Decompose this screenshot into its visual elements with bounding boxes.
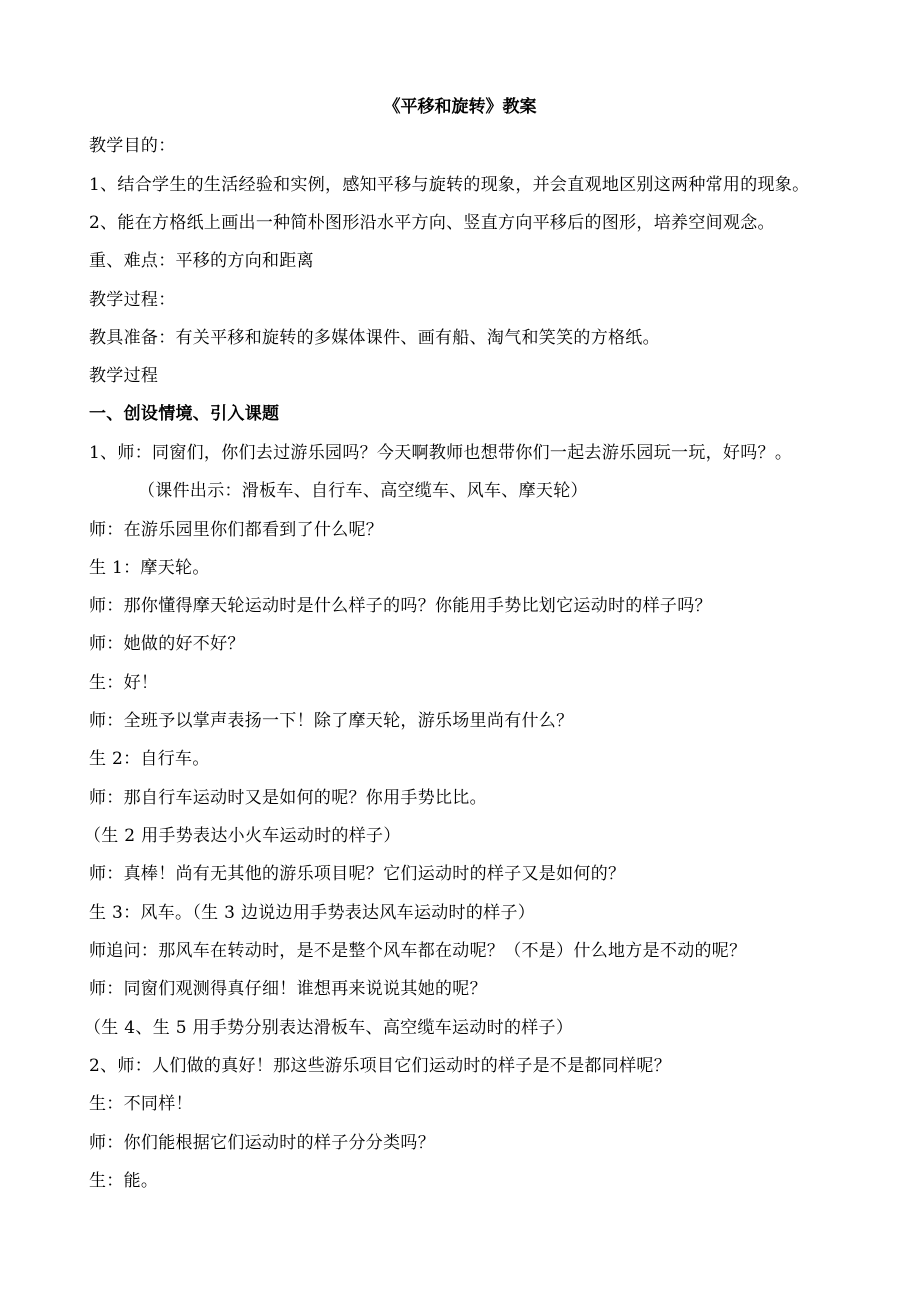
dialogue-line: 师：她做的好不好？ [89, 634, 245, 654]
dialogue-line: 师：真棒！尚有无其他的游乐项目呢？它们运动时的样子又是如何的？ [89, 864, 626, 884]
dialogue-line: 师追问：那风车在转动时，是不是整个风车都在动呢？（不是）什么地方是不动的呢？ [89, 941, 747, 961]
dialogue-line: 生：好！ [89, 673, 159, 693]
dialogue-line: 师：在游乐园里你们都看到了什么呢？ [89, 520, 384, 540]
teaching-aids: 教具准备：有关平移和旋转的多媒体课件、画有船、淘气和笑笑的方格纸。 [89, 328, 660, 348]
stage-note: （生 2 用手势表达小火车运动时的样子） [84, 826, 401, 846]
dialogue-line: 生：不同样！ [89, 1094, 193, 1114]
objective-2: 2、能在方格纸上画出一种简朴图形沿水平方向、竖直方向平移后的图形，培养空间观念。 [89, 213, 775, 233]
section-heading-objectives: 教学目的： [89, 136, 176, 156]
document-title: 《平移和旋转》教案 [383, 97, 537, 117]
courseware-note: （课件出示：滑板车、自行车、高空缆车、风车、摩天轮） [138, 481, 588, 501]
dialogue-line: 1、师：同窗们，你们去过游乐园吗？今天啊教师也想带你们一起去游乐园玩一玩，好吗？。 [89, 443, 793, 463]
dialogue-line: 师：你们能根据它们运动时的样子分分类吗？ [89, 1133, 435, 1153]
dialogue-line: 师：那自行车运动时又是如何的呢？你用手势比比。 [89, 788, 487, 808]
dialogue-line: 生 3：风车。（生 3 边说边用手势表达风车运动时的样子） [89, 903, 536, 923]
section-heading-1: 一、创设情境、引入课题 [89, 404, 280, 424]
dialogue-line: 生 2：自行车。 [89, 749, 210, 769]
dialogue-line: 生 1：摩天轮。 [89, 558, 210, 578]
dialogue-line: 师：全班予以掌声表扬一下！除了摩天轮，游乐场里尚有什么？ [89, 711, 574, 731]
dialogue-line: 师：同窗们观测得真仔细！谁想再来说说其她的呢？ [89, 979, 487, 999]
stage-note: （生 4、生 5 用手势分别表达滑板车、高空缆车运动时的样子） [84, 1018, 574, 1038]
dialogue-line: 2、师：人们做的真好！那这些游乐项目它们运动时的样子是不是都同样呢？ [89, 1056, 672, 1076]
objective-1: 1、结合学生的生活经验和实例，感知平移与旋转的现象，并会直观地区别这两种常用的现象。 [89, 175, 810, 195]
section-heading-process: 教学过程： [89, 290, 176, 310]
dialogue-line: 师：那你懂得摩天轮运动时是什么样子的吗？你能用手势比划它运动时的样子吗？ [89, 596, 712, 616]
dialogue-line: 生：能。 [89, 1171, 159, 1191]
key-points: 重、难点：平移的方向和距离 [89, 251, 314, 271]
section-heading-process-2: 教学过程 [89, 366, 159, 386]
